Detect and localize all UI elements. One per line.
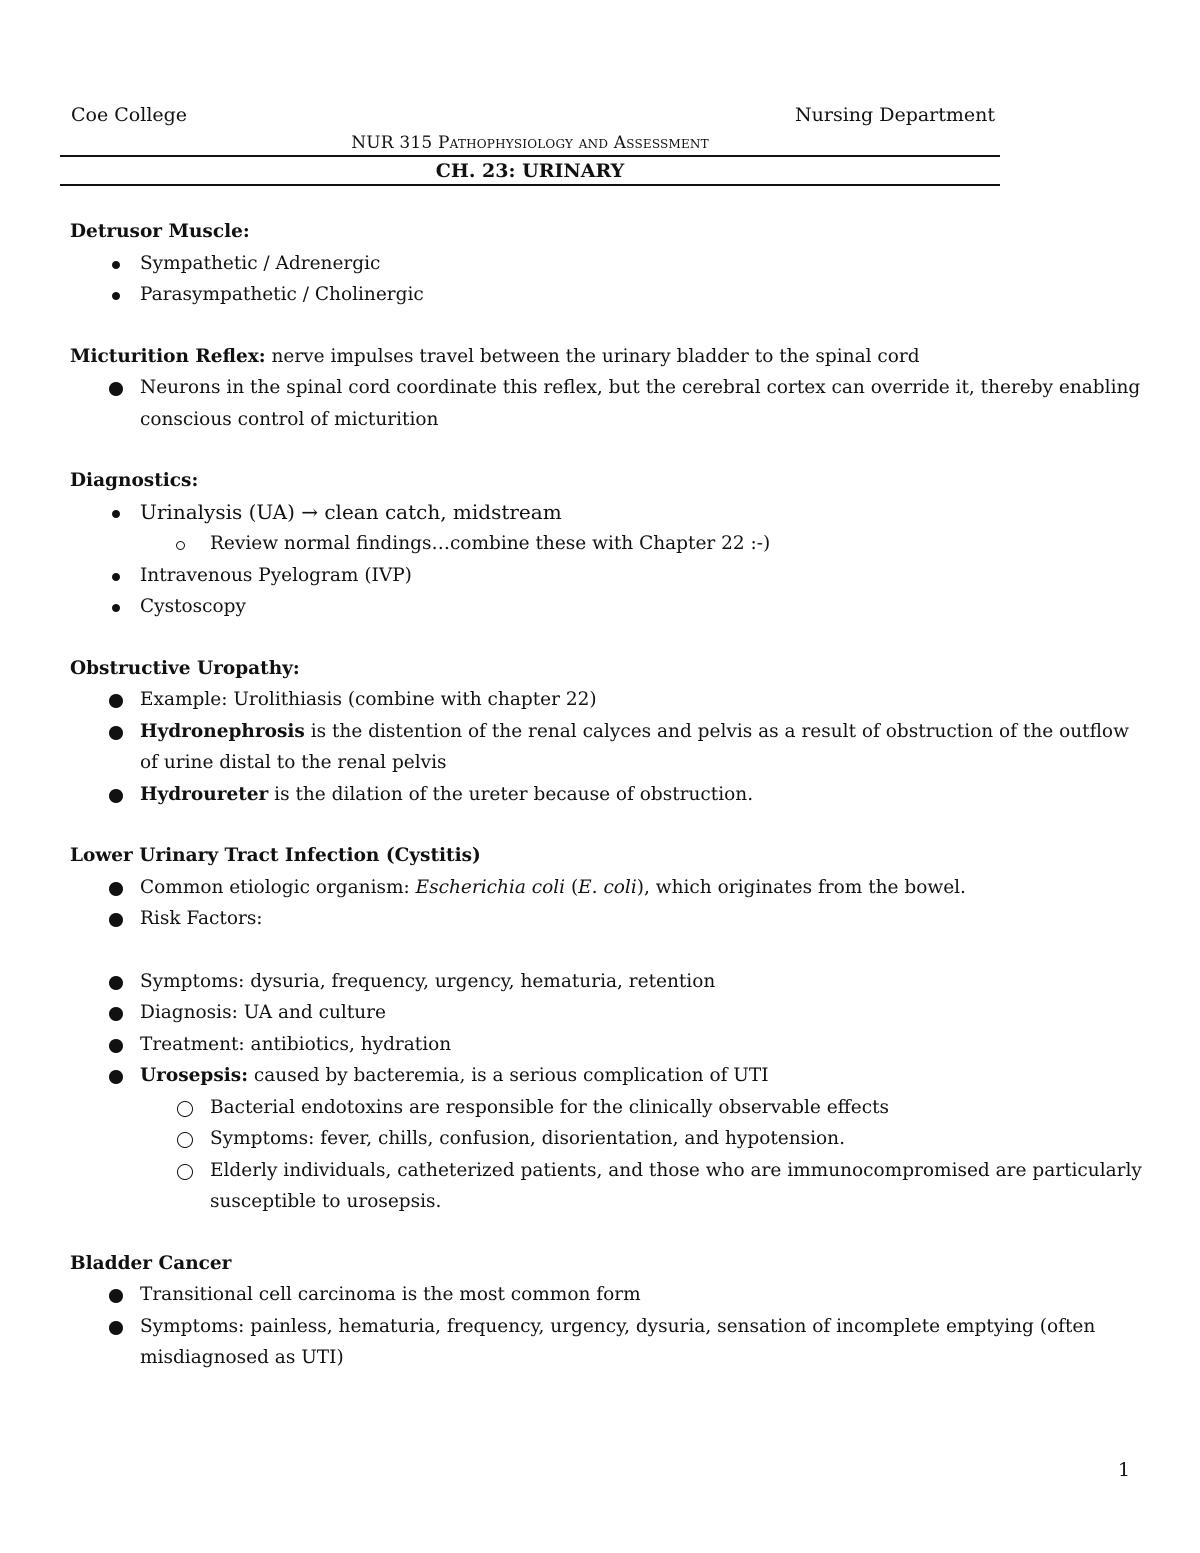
blank-line bbox=[70, 935, 1150, 966]
section-bladder-cancer bbox=[70, 1248, 1150, 1374]
hollow-bullet-icon bbox=[177, 1164, 193, 1180]
list-item-text: Bacterial endotoxins are responsible for the clinically observable effects bbox=[210, 1096, 890, 1118]
list-item-text: Symptoms: dysuria, frequency, urgency, hematuria, retention bbox=[140, 970, 716, 992]
bullet-list bbox=[70, 248, 1150, 311]
list-item-text: caused by bacteremia, is a serious complication of UTI bbox=[248, 1065, 769, 1086]
bullet-icon bbox=[109, 382, 123, 396]
list-item-text: Cystoscopy bbox=[140, 596, 246, 617]
bullet-list bbox=[70, 497, 1150, 623]
sub-list-item bbox=[70, 1092, 1150, 1124]
term-hydroureter: Hydroureter bbox=[140, 783, 269, 805]
document-body bbox=[70, 216, 1150, 1404]
list-item bbox=[70, 716, 1150, 779]
chapter-title: CH. 23: URINARY bbox=[435, 160, 625, 182]
bullet-icon bbox=[112, 573, 120, 581]
bullet-list bbox=[70, 872, 1150, 1218]
header-rule-bottom bbox=[60, 184, 1000, 186]
organism-abbrev: E. coli bbox=[578, 876, 637, 898]
list-item-text: Treatment: antibiotics, hydration bbox=[140, 1033, 452, 1055]
list-item-text: Review normal findings…combine these with Chapter 22 :-) bbox=[210, 533, 771, 554]
section-heading: Lower Urinary Tract Infection (Cystitis) bbox=[70, 845, 481, 866]
bullet-icon bbox=[109, 1039, 123, 1053]
list-item bbox=[70, 684, 1150, 716]
section-intro-text: nerve impulses travel between the urinary bladder to the spinal cord bbox=[265, 345, 920, 367]
bullet-icon bbox=[109, 882, 123, 896]
list-item-text: Intravenous Pyelogram (IVP) bbox=[140, 564, 412, 586]
section-heading: Micturition Reflex: bbox=[70, 345, 266, 367]
list-item-text: Neurons in the spinal cord coordinate this reflex, but the cerebral cortex can override it, thereby enabling conscious control of micturition bbox=[140, 377, 1141, 430]
list-item-text: ( bbox=[565, 876, 579, 898]
sub-list-item bbox=[70, 1155, 1150, 1218]
list-item-text: Symptoms: fever, chills, confusion, disorientation, and hypotension. bbox=[210, 1128, 845, 1149]
list-item bbox=[70, 1060, 1150, 1092]
organism-name: Escherichia coli bbox=[415, 876, 566, 898]
hollow-bullet-icon bbox=[176, 541, 185, 550]
header-department: Nursing Department bbox=[795, 104, 996, 126]
bullet-icon bbox=[109, 1321, 123, 1335]
list-item-text: Urinalysis (UA) → clean catch, midstream bbox=[140, 499, 562, 524]
bullet-icon bbox=[109, 789, 123, 803]
header-rule-top bbox=[60, 155, 1000, 157]
bullet-icon bbox=[109, 976, 123, 990]
section-diagnostics bbox=[70, 465, 1150, 623]
list-item bbox=[70, 779, 1150, 811]
section-heading: Detrusor Muscle: bbox=[70, 221, 250, 242]
hollow-bullet-icon bbox=[177, 1132, 193, 1148]
list-item-text: Risk Factors: bbox=[140, 908, 263, 929]
section-micturition bbox=[70, 341, 1150, 436]
list-item-text: Sympathetic / Adrenergic bbox=[140, 252, 381, 274]
hollow-bullet-icon bbox=[177, 1101, 193, 1117]
list-item bbox=[70, 279, 1150, 311]
bullet-icon bbox=[109, 1007, 123, 1021]
page-number: 1 bbox=[1118, 1459, 1131, 1481]
list-item bbox=[70, 497, 1150, 529]
bullet-icon bbox=[112, 261, 120, 269]
list-item bbox=[70, 997, 1150, 1029]
section-heading: Obstructive Uropathy: bbox=[70, 657, 300, 679]
list-item-text: Example: Urolithiasis (combine with chapter 22) bbox=[140, 689, 597, 710]
list-item bbox=[70, 1279, 1150, 1311]
term-hydronephrosis: Hydronephrosis bbox=[140, 720, 305, 742]
sub-list-item bbox=[70, 528, 1150, 560]
list-item-text: is the distention of the renal calyces and pelvis as a result of obstruction of the outflow of urine distal to the renal pelvis bbox=[140, 720, 1129, 773]
list-item bbox=[70, 903, 1150, 935]
bullet-icon bbox=[112, 510, 120, 518]
list-item-text: Parasympathetic / Cholinergic bbox=[140, 284, 424, 305]
section-lower-uti bbox=[70, 840, 1150, 1218]
list-item-text: Common etiologic organism: bbox=[140, 876, 416, 898]
bullet-icon bbox=[109, 1070, 123, 1084]
bullet-list bbox=[70, 1279, 1150, 1374]
course-title: NUR 315 Pathophysiology and Assessment bbox=[351, 133, 709, 153]
list-item bbox=[70, 560, 1150, 592]
bullet-icon bbox=[109, 726, 123, 740]
list-item bbox=[70, 872, 1150, 904]
list-item-text: Symptoms: painless, hematuria, frequency, urgency, dysuria, sensation of incomplete emptying (often misdiagnosed as UTI) bbox=[140, 1315, 1096, 1368]
list-item bbox=[70, 372, 1150, 435]
bullet-list bbox=[70, 684, 1150, 810]
list-item-text: is the dilation of the ureter because of obstruction. bbox=[268, 783, 754, 805]
bullet-list bbox=[70, 372, 1150, 435]
list-item-text: ), which originates from the bowel. bbox=[636, 876, 966, 898]
section-heading: Bladder Cancer bbox=[70, 1252, 232, 1274]
section-intro bbox=[70, 341, 1150, 373]
list-item-text: Elderly individuals, catheterized patients, and those who are immunocompromised are particularly susceptible to urosepsis. bbox=[210, 1159, 1142, 1212]
list-item bbox=[70, 1029, 1150, 1061]
term-urosepsis: Urosepsis: bbox=[140, 1065, 249, 1086]
bullet-icon bbox=[109, 694, 123, 708]
sub-list-item bbox=[70, 1123, 1150, 1155]
list-item bbox=[70, 591, 1150, 623]
bullet-icon bbox=[112, 604, 120, 612]
section-detrusor bbox=[70, 216, 1150, 311]
list-item-text: Transitional cell carcinoma is the most common form bbox=[140, 1284, 641, 1305]
section-heading: Diagnostics: bbox=[70, 470, 199, 491]
list-item bbox=[70, 966, 1150, 998]
bullet-icon bbox=[109, 1289, 123, 1303]
list-item bbox=[70, 1311, 1150, 1374]
list-item bbox=[70, 248, 1150, 280]
list-item-text: Diagnosis: UA and culture bbox=[140, 1002, 386, 1023]
header-institution: Coe College bbox=[71, 104, 188, 126]
bullet-icon bbox=[112, 292, 120, 300]
bullet-icon bbox=[109, 913, 123, 927]
section-obstructive-uropathy bbox=[70, 653, 1150, 811]
